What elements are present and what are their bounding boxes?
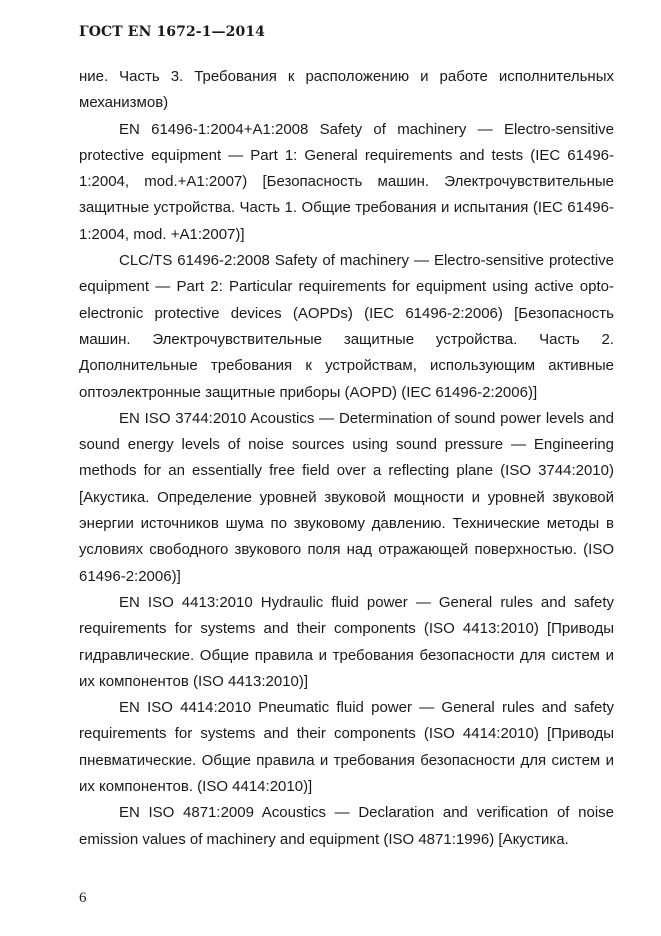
document-body bbox=[79, 64, 614, 853]
paragraph-en-61496-1: EN 61496-1:2004+A1:2008 Safety of machinery — Electro-sensitive protective equipment — Part 1: General requirements and tests (IEC 61496-1:2004, mod.+A1:2007) [Безопасность машин. Электрочувствительные защитные устройства. Часть 1. Общие требования и испытания (IEC 61496-1:2004, mod. +A1:2007)] bbox=[79, 120, 614, 243]
paragraph-clc-ts-61496-2: CLC/TS 61496-2:2008 Safety of machinery — Electro-sensitive protective equipment — Part 2: Particular requirements for equipment using active opto-electronic protective devices (AOPDs) (IEC 61496-2:2006) [Безопасность машин. Электрочувствительные защитные устройства. Часть 2. Дополнительные требования к устройствам, использующим активные оптоэлектронные защитные приборы (AOPD) (IEC 61496-2:2006)] bbox=[79, 252, 614, 401]
paragraph-en-iso-4871: EN ISO 4871:2009 Acoustics — Declaration and verification of noise emission values of machinery and equipment (ISO 4871:1996) [Акустика. bbox=[79, 804, 614, 848]
paragraph-en-iso-4413: EN ISO 4413:2010 Hydraulic fluid power — General rules and safety requirements for systems and their components (ISO 4413:2010) [Приводы гидравлические. Общие правила и требования безопасности для систем и их компонентов (ISO 4413:2010)] bbox=[79, 593, 614, 690]
standard-header: ГОСТ EN 1672-1—2014 bbox=[79, 24, 266, 40]
page-number: 6 bbox=[79, 890, 87, 906]
paragraph-en-iso-3744: EN ISO 3744:2010 Acoustics — Determination of sound power levels and sound energy levels of noise sources using sound pressure — Engineering methods for an essentially free field over a reflecting plane (ISO 3744:2010) [Акустика. Определение уровней звуковой мощности и уровней звуковой энергии источников шума по звуковому давлению. Технические методы в условиях свободного звукового поля над отражающей поверхностью. (ISO 61496-2:2006)] bbox=[79, 409, 614, 585]
paragraph-en-iso-4414: EN ISO 4414:2010 Pneumatic fluid power — General rules and safety requirements for systems and their components (ISO 4414:2010) [Приводы пневматические. Общие правила и требования безопасности для систем и их компонентов. (ISO 4414:2010)] bbox=[79, 699, 614, 796]
paragraph-continuation: ние. Часть 3. Требования к расположению и работе исполнительных механизмов) bbox=[79, 68, 614, 112]
